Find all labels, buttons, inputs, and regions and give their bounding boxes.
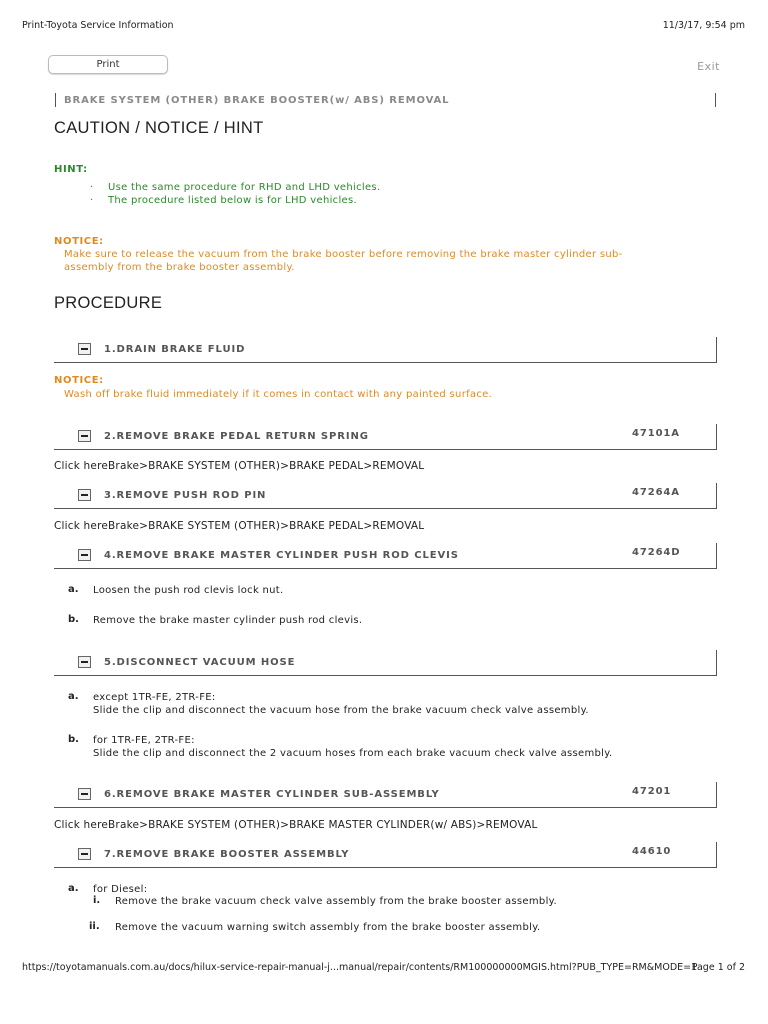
notice-label: NOTICE: (54, 375, 104, 386)
substep-condition: for 1TR-FE, 2TR-FE: (93, 735, 195, 746)
substep-text: Remove the vacuum warning switch assembly from the brake booster assembly. (115, 922, 541, 933)
notice-text: Wash off brake fluid immediately if it comes in contact with any painted surface. (64, 389, 493, 400)
breadcrumb-right-divider (715, 93, 716, 107)
browser-page-title: Print-Toyota Service Information (22, 20, 174, 31)
page-url: https://toyotamanuals.com.au/docs/hilux-service-repair-manual-j...manual/repair/contents/RM100000000MGIS.html?PUB_TYPE=RM&MODE=1 (22, 962, 698, 973)
substep-label: b. (68, 734, 79, 745)
substep-text: Remove the brake master cylinder push rod clevis. (93, 615, 363, 626)
breadcrumb: BRAKE SYSTEM (OTHER) BRAKE BOOSTER(w/ ABS) REMOVAL (64, 95, 450, 106)
substep-text: Slide the clip and disconnect the vacuum hose from the brake vacuum check valve assembly. (93, 705, 589, 716)
notice-text-line: assembly from the brake booster assembly. (64, 262, 295, 273)
step-header-6[interactable] (54, 782, 717, 808)
step-title: 5.DISCONNECT VACUUM HOSE (104, 657, 296, 668)
substep-condition: except 1TR-FE, 2TR-FE: (93, 692, 216, 703)
reference-link[interactable]: Click hereBrake>BRAKE SYSTEM (OTHER)>BRAKE PEDAL>REMOVAL (54, 520, 425, 532)
part-number: 44610 (632, 846, 672, 857)
collapse-minus-icon[interactable] (78, 848, 91, 860)
breadcrumb-left-divider (55, 93, 56, 107)
exit-link[interactable]: Exit (697, 60, 720, 73)
step-title: 3.REMOVE PUSH ROD PIN (104, 490, 267, 501)
step-header-7[interactable] (54, 842, 717, 868)
step-title: 1.DRAIN BRAKE FLUID (104, 344, 246, 355)
step-title: 4.REMOVE BRAKE MASTER CYLINDER PUSH ROD CLEVIS (104, 550, 459, 561)
part-number: 47264D (632, 547, 681, 558)
step-title: 2.REMOVE BRAKE PEDAL RETURN SPRING (104, 431, 369, 442)
substep-text: Slide the clip and disconnect the 2 vacuum hoses from each brake vacuum check valve assembly. (93, 748, 613, 759)
substep-label: a. (68, 691, 79, 702)
substep-label: b. (68, 614, 79, 625)
collapse-minus-icon[interactable] (78, 430, 91, 442)
reference-link[interactable]: Click hereBrake>BRAKE SYSTEM (OTHER)>BRAKE MASTER CYLINDER(w/ ABS)>REMOVAL (54, 819, 538, 831)
substep-text: Remove the brake vacuum check valve assembly from the brake booster assembly. (115, 896, 557, 907)
step-title: 6.REMOVE BRAKE MASTER CYLINDER SUB-ASSEMBLY (104, 789, 440, 800)
notice-text-line: Make sure to release the vacuum from the brake booster before removing the brake master cylinder sub- (64, 249, 623, 260)
print-button[interactable]: Print (48, 55, 168, 74)
collapse-minus-icon[interactable] (78, 489, 91, 501)
reference-link[interactable]: Click hereBrake>BRAKE SYSTEM (OTHER)>BRAKE PEDAL>REMOVAL (54, 460, 425, 472)
step-header-4[interactable] (54, 543, 717, 569)
step-header-5[interactable] (54, 650, 717, 676)
substep-roman-label: ii. (89, 921, 100, 932)
notice-label: NOTICE: (54, 236, 104, 247)
substep-text: Loosen the push rod clevis lock nut. (93, 585, 284, 596)
substep-roman-label: i. (93, 895, 101, 906)
collapse-minus-icon[interactable] (78, 549, 91, 561)
hint-item: The procedure listed below is for LHD vehicles. (108, 195, 357, 206)
substep-label: a. (68, 584, 79, 595)
part-number: 47264A (632, 487, 680, 498)
step-header-3[interactable] (54, 483, 717, 509)
caution-heading: CAUTION / NOTICE / HINT (54, 119, 264, 137)
step-header-2[interactable] (54, 424, 717, 450)
substep-label: a. (68, 883, 79, 894)
substep-condition: for Diesel: (93, 884, 148, 895)
procedure-heading: PROCEDURE (54, 294, 163, 312)
page-number: Page 1 of 2 (691, 962, 745, 973)
hint-label: HINT: (54, 164, 88, 175)
collapse-minus-icon[interactable] (78, 788, 91, 800)
step-header-1[interactable] (54, 337, 717, 363)
hint-item: Use the same procedure for RHD and LHD vehicles. (108, 182, 381, 193)
step-title: 7.REMOVE BRAKE BOOSTER ASSEMBLY (104, 849, 350, 860)
collapse-minus-icon[interactable] (78, 343, 91, 355)
hint-bullet-icon: · (90, 195, 94, 206)
collapse-minus-icon[interactable] (78, 656, 91, 668)
hint-bullet-icon: · (90, 182, 94, 193)
part-number: 47201 (632, 786, 672, 797)
part-number: 47101A (632, 428, 680, 439)
browser-print-datetime: 11/3/17, 9:54 pm (662, 20, 745, 31)
